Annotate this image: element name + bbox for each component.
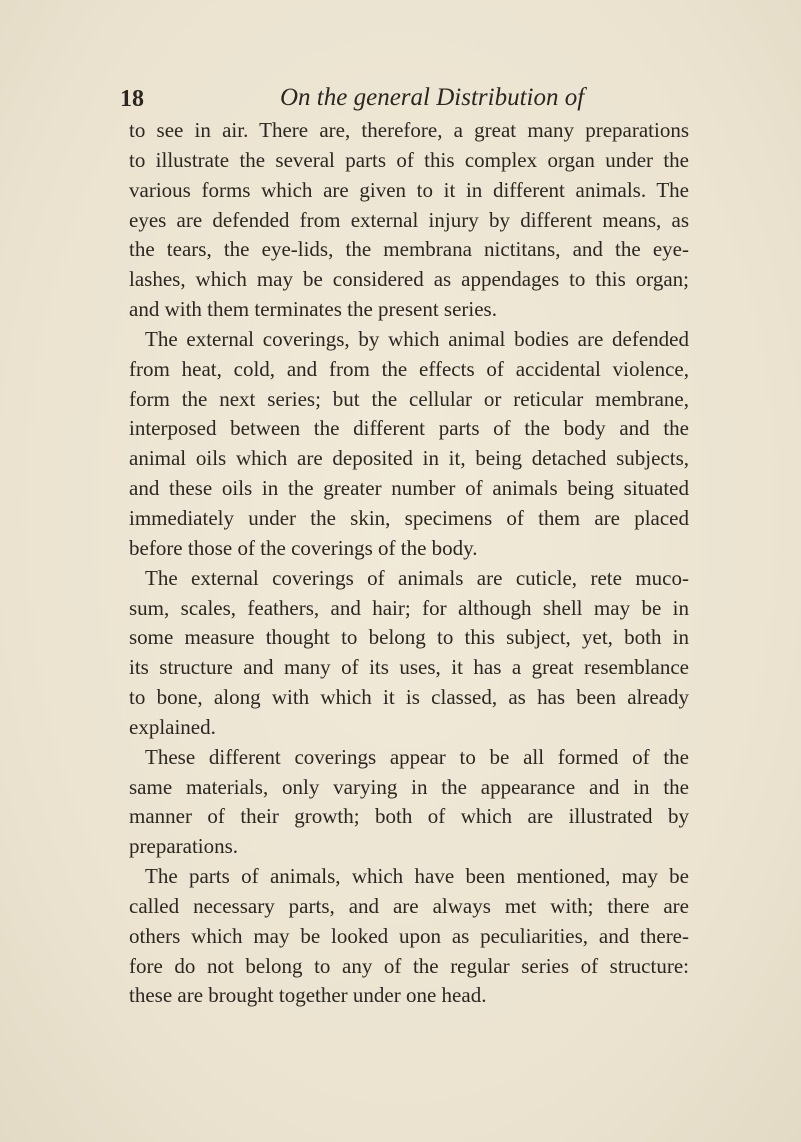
- text-line: sum, scales, feathers, and hair; for although shell may be in: [129, 595, 689, 620]
- text-line: these are brought together under one head.: [129, 983, 487, 1008]
- text-line: lashes, which may be considered as appendages to this organ;: [129, 267, 689, 292]
- text-line: called necessary parts, and are always met with; there are: [129, 893, 689, 918]
- text-line: to illustrate the several parts of this complex organ under the: [129, 147, 689, 172]
- text-line: The external coverings of animals are cuticle, rete muco-: [145, 565, 689, 590]
- text-line: from heat, cold, and from the effects of accidental violence,: [129, 356, 689, 381]
- running-head: On the general Distribution of: [280, 84, 585, 111]
- text-line: manner of their growth; both of which are illustrated by: [129, 804, 689, 829]
- page-header: [120, 84, 690, 118]
- text-line: its structure and many of its uses, it has a great resemblance: [129, 655, 689, 680]
- text-line: and these oils in the greater number of animals being situated: [129, 476, 689, 501]
- text-line: fore do not belong to any of the regular series of structure:: [129, 953, 689, 978]
- text-line: others which may be looked upon as peculiarities, and there-: [129, 923, 689, 948]
- text-line: The parts of animals, which have been mentioned, may be: [145, 864, 689, 889]
- text-line: explained.: [129, 714, 216, 739]
- text-line: preparations.: [129, 834, 239, 859]
- page-number: 18: [120, 86, 144, 112]
- text-line: various forms which are given to it in different animals. The: [129, 177, 689, 202]
- text-line: same materials, only varying in the appearance and in the: [129, 774, 689, 799]
- text-line: to see in air. There are, therefore, a great many preparations: [129, 118, 689, 142]
- text-line: eyes are defended from external injury by different means, as: [129, 207, 689, 232]
- text-line: some measure thought to belong to this subject, yet, both in: [129, 625, 689, 650]
- text-line: animal oils which are deposited in it, being detached subjects,: [129, 446, 689, 471]
- text-line: The external coverings, by which animal bodies are defended: [145, 326, 689, 351]
- text-line: to bone, along with which it is classed, as has been already: [129, 685, 689, 710]
- body-text: [129, 116, 689, 1011]
- text-line: and with them terminates the present series.: [129, 297, 497, 322]
- text-line: These different coverings appear to be all formed of the: [145, 744, 689, 769]
- text-line: the tears, the eye-lids, the membrana nictitans, and the eye-: [129, 237, 689, 262]
- text-line: before those of the coverings of the body.: [129, 535, 478, 560]
- text-line: interposed between the different parts of the body and the: [129, 416, 689, 441]
- text-line: immediately under the skin, specimens of them are placed: [129, 505, 689, 530]
- text-line: form the next series; but the cellular or reticular membrane,: [129, 386, 689, 411]
